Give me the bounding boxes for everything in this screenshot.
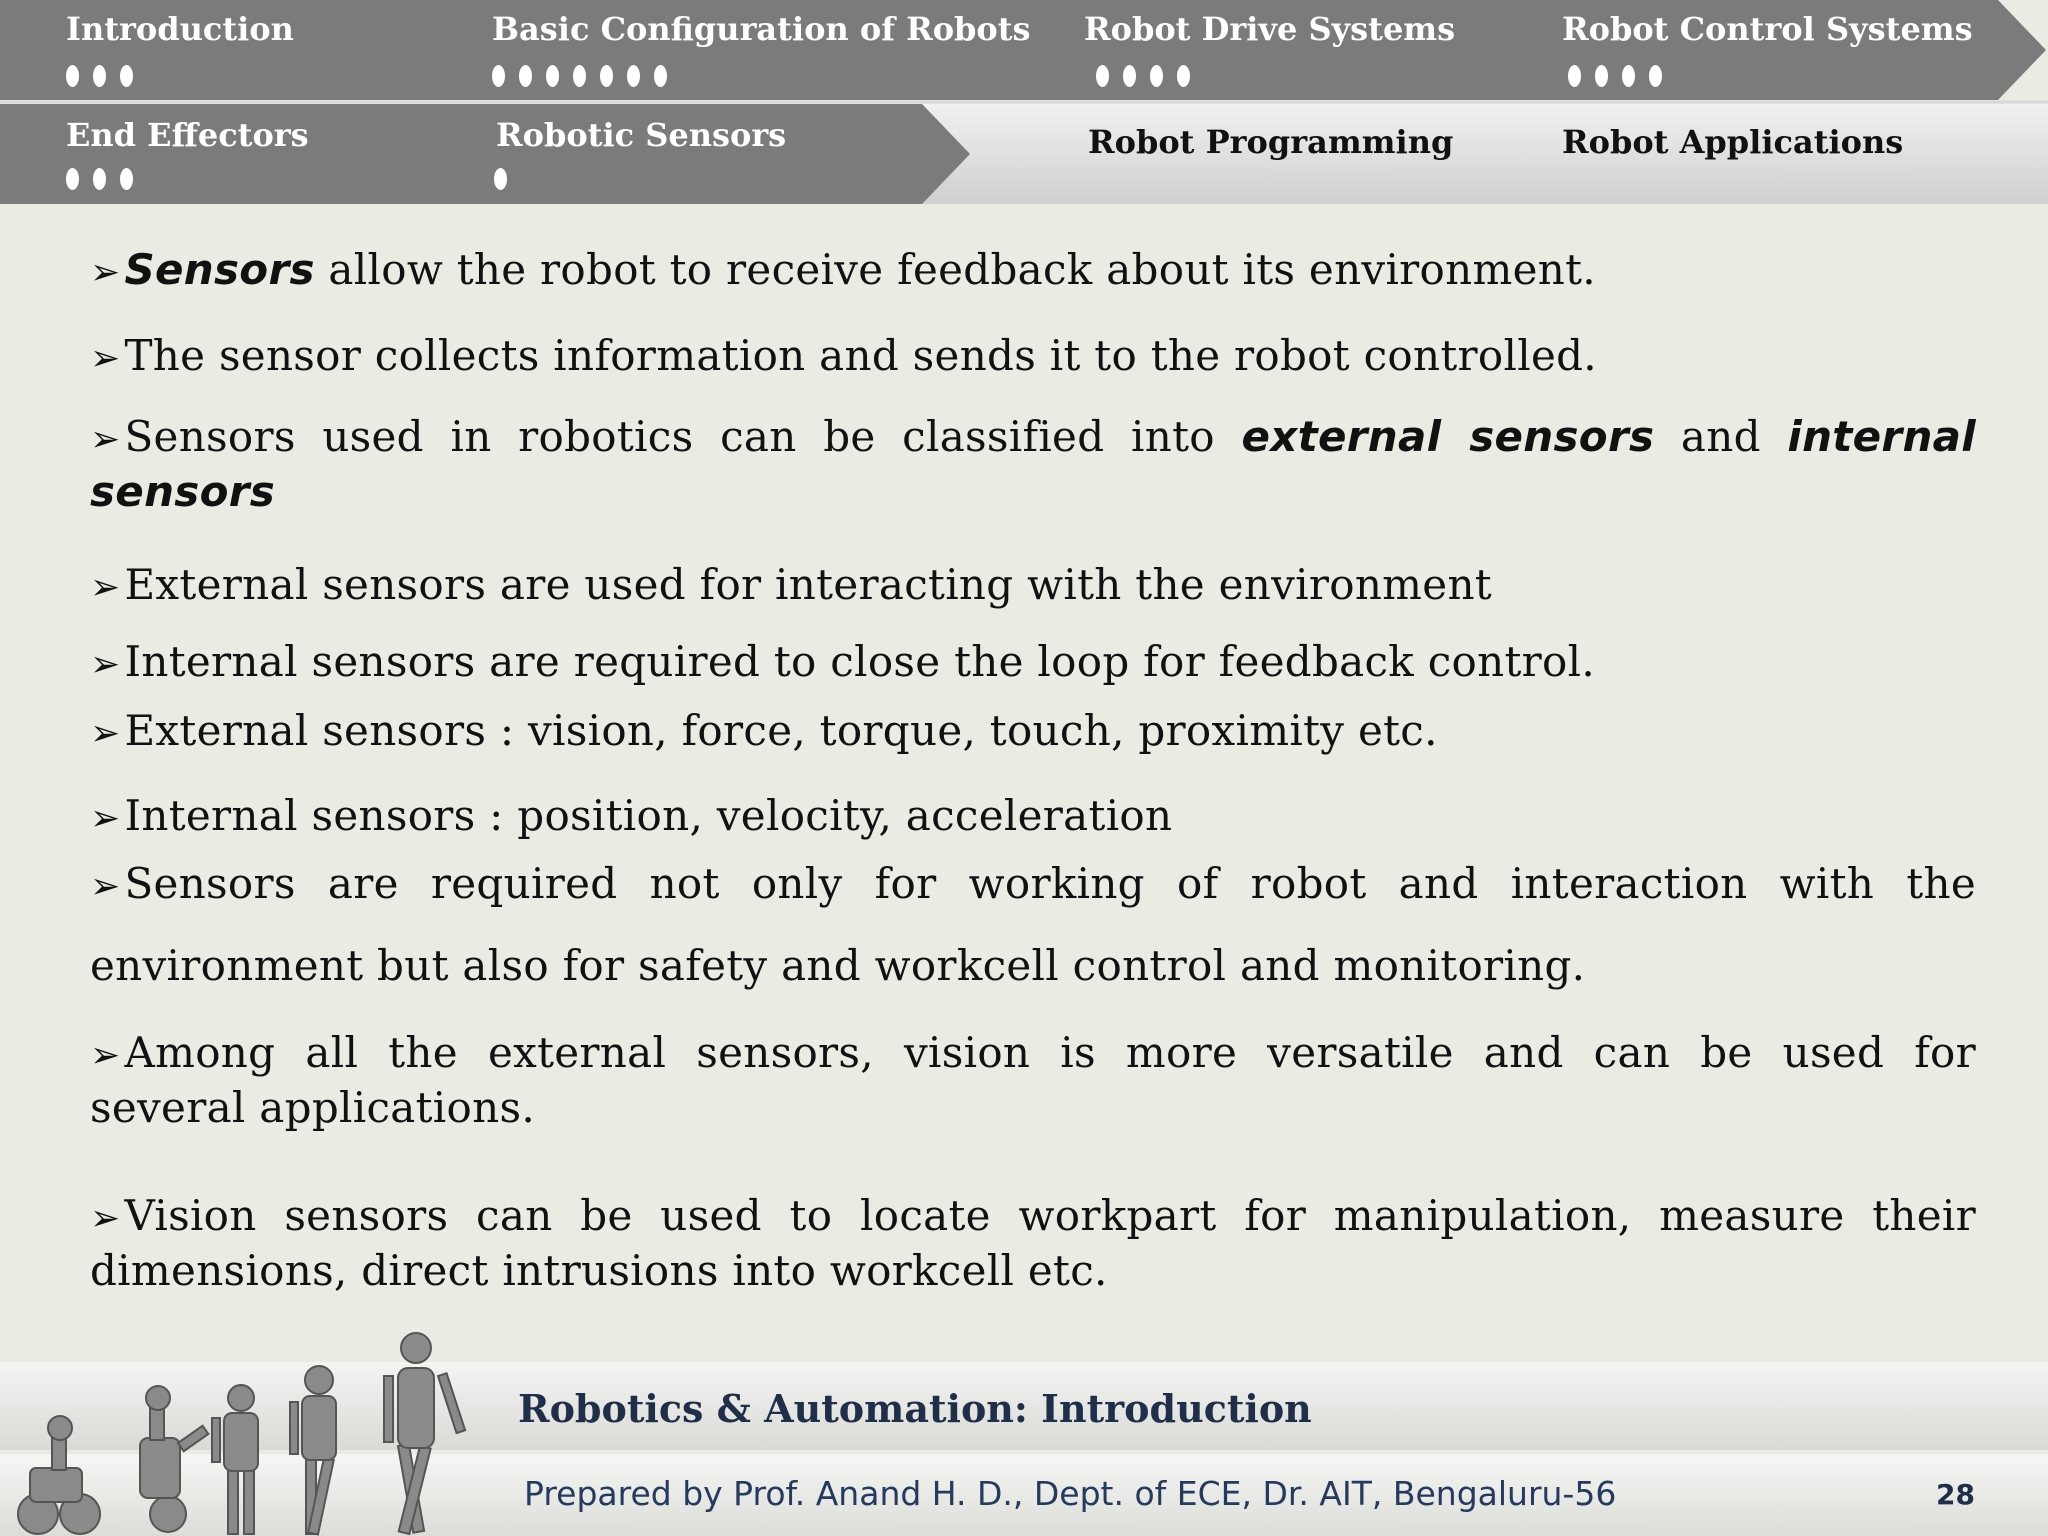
robot-evolution-icon xyxy=(0,1318,470,1536)
nav-basic-configuration-dots xyxy=(492,65,667,87)
bullet-vision-uses: ➢Vision sensors can be used to locate workpart for manipulation, measure their xyxy=(90,1191,1976,1240)
nav-robot-control-systems[interactable]: Robot Control Systems xyxy=(1562,10,1973,48)
nav-introduction[interactable]: Introduction xyxy=(66,10,294,48)
arrowhead-bullet-icon: ➢ xyxy=(90,567,121,608)
bullet-vision-versatile: ➢Among all the external sensors, vision is more versatile and can be used for xyxy=(90,1028,1976,1077)
nav-robotic-sensors-dots xyxy=(494,168,507,190)
bullet-vision-versatile-cont: several applications. xyxy=(90,1083,535,1132)
arrowhead-bullet-icon: ➢ xyxy=(90,1198,121,1239)
bullet-external-list: ➢External sensors : vision, force, torque, touch, proximity etc. xyxy=(90,706,1438,755)
bullet-internal-feedback: ➢Internal sensors are required to close the loop for feedback control. xyxy=(90,637,1595,686)
nav-robot-control-systems-dots xyxy=(1568,65,1662,87)
arrowhead-bullet-icon: ➢ xyxy=(90,419,121,460)
arrowhead-bullet-icon: ➢ xyxy=(90,1035,121,1076)
footer-credit: Prepared by Prof. Anand H. D., Dept. of ECE, Dr. AIT, Bengaluru-56 xyxy=(524,1474,1617,1513)
nav-end-effectors[interactable]: End Effectors xyxy=(66,116,309,154)
page-number: 28 xyxy=(1936,1478,1975,1511)
arrowhead-bullet-icon: ➢ xyxy=(90,713,121,754)
arrowhead-bullet-icon: ➢ xyxy=(90,798,121,839)
nav-basic-configuration[interactable]: Basic Configuration of Robots xyxy=(492,10,1031,48)
bullet-sensor-classification-cont: sensors xyxy=(90,467,276,516)
nav-robot-drive-systems-dots xyxy=(1096,65,1190,87)
bullet-sensor-classification: ➢Sensors used in robotics can be classified into external sensors and internal xyxy=(90,412,1976,461)
nav-introduction-dots xyxy=(66,65,133,87)
bullet-internal-list: ➢Internal sensors : position, velocity, acceleration xyxy=(90,791,1173,840)
bullet-sensors-required: ➢Sensors are required not only for working of robot and interaction with the xyxy=(90,859,1976,908)
nav-robotic-sensors[interactable]: Robotic Sensors xyxy=(496,116,787,154)
arrowhead-bullet-icon: ➢ xyxy=(90,338,121,379)
bullet-sensors-feedback: ➢Sensors allow the robot to receive feedback about its environment. xyxy=(90,245,1596,294)
footer-title: Robotics & Automation: Introduction xyxy=(518,1386,1312,1431)
arrowhead-bullet-icon: ➢ xyxy=(90,644,121,685)
nav-robot-applications[interactable]: Robot Applications xyxy=(1562,123,1904,161)
arrowhead-bullet-icon: ➢ xyxy=(90,866,121,907)
nav-end-effectors-dots xyxy=(66,168,133,190)
bullet-vision-uses-cont: dimensions, direct intrusions into workcell etc. xyxy=(90,1246,1108,1295)
nav-robot-programming[interactable]: Robot Programming xyxy=(1088,123,1454,161)
bullet-external-interacting: ➢External sensors are used for interacting with the environment xyxy=(90,560,1492,609)
bullet-sensors-required-cont: environment but also for safety and workcell control and monitoring. xyxy=(90,941,1586,990)
nav-robot-drive-systems[interactable]: Robot Drive Systems xyxy=(1084,10,1456,48)
bullet-sensor-collects: ➢The sensor collects information and sends it to the robot controlled. xyxy=(90,331,1597,380)
section-navigation xyxy=(0,0,2048,206)
arrowhead-bullet-icon: ➢ xyxy=(90,252,121,293)
